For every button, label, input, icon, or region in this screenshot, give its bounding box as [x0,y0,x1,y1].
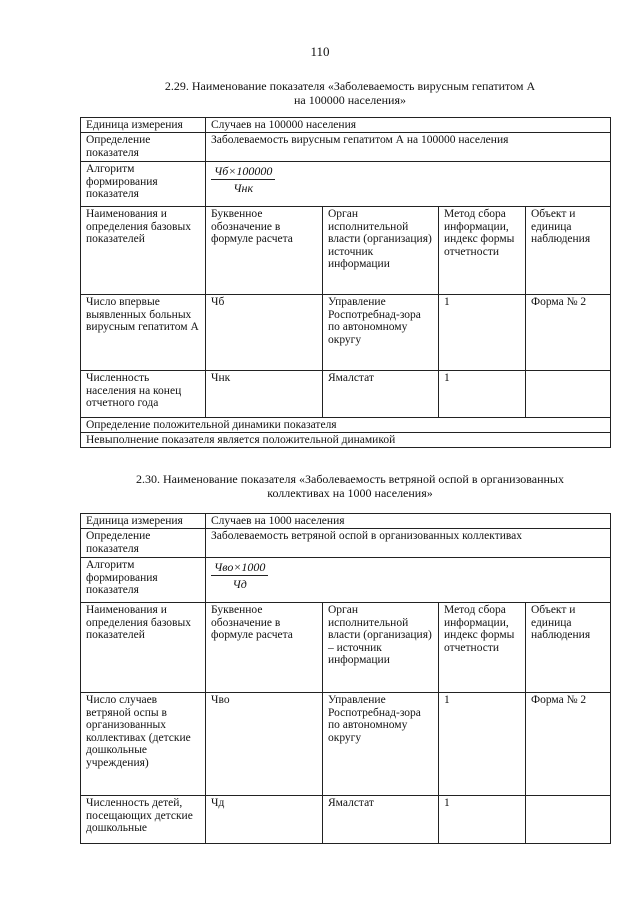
column-header-symbol: Буквенное обозначение в формуле расчета [206,603,323,693]
algorithm-row [81,558,611,603]
algorithm-formula [206,162,611,207]
formula-denominator: Чнк [233,181,254,195]
section-2-29-heading [110,79,590,107]
dynamics-label-row [81,418,611,433]
formula-numerator: Чб×100000 [211,164,275,180]
row-source: Ямалстат [323,371,439,418]
algorithm-row [81,162,611,207]
table-row [81,295,611,371]
table-row [81,796,611,844]
definition-label: Определение показателя [81,133,206,162]
section-2-29-heading-line1: 2.29. Наименование показателя «Заболеваемость вирусным гепатитом А [164,79,536,93]
row-source: Управление Роспотребнад-зора по автономному округу [323,693,439,796]
formula-fraction [211,164,275,195]
column-header-row [81,207,611,295]
unit-value: Случаев на 100000 населения [206,118,611,133]
table-row [81,693,611,796]
row-source: Ямалстат [323,796,439,844]
row-source: Управление Роспотребнад-зора по автономному округу [323,295,439,371]
unit-value: Случаев на 1000 населения [206,514,611,529]
formula-fraction [211,560,268,591]
column-header-object: Объект и единица наблюдения [526,207,611,295]
algorithm-formula [206,558,611,603]
column-header-source: Орган исполнительной власти (организация) – источник информации [323,603,439,693]
dynamics-value: Невыполнение показателя является положительной динамикой [81,433,611,448]
unit-row [81,118,611,133]
row-method: 1 [439,796,526,844]
row-name: Число случаев ветряной оспы в организованных коллективах (детские дошкольные учреждения) [81,693,206,796]
unit-label: Единица измерения [81,514,206,529]
column-header-name: Наименования и определения базовых показателей [81,603,206,693]
definition-value: Заболеваемость вирусным гепатитом А на 100000 населения [206,133,611,162]
row-method: 1 [439,693,526,796]
unit-row [81,514,611,529]
definition-row [81,529,611,558]
definition-row [81,133,611,162]
section-2-30-table [80,513,611,844]
page-number: 110 [310,44,330,59]
row-name: Число впервые выявленных больных вирусным гепатитом А [81,295,206,371]
row-name: Численность детей, посещающих детские дошкольные [81,796,206,844]
row-name: Численность населения на конец отчетного года [81,371,206,418]
section-2-30-heading-line2: коллективах на 1000 населения» [267,486,433,500]
column-header-symbol: Буквенное обозначение в формуле расчета [206,207,323,295]
algorithm-label: Алгоритм формирования показателя [81,558,206,603]
row-object: Форма № 2 [526,693,611,796]
column-header-method: Метод сбора информации, индекс формы отчетности [439,603,526,693]
definition-value: Заболеваемость ветряной оспой в организованных коллективах [206,529,611,558]
section-2-30-heading [110,472,590,500]
row-symbol: Чб [206,295,323,371]
table-row [81,371,611,418]
column-header-name: Наименования и определения базовых показателей [81,207,206,295]
section-2-29-table [80,117,611,448]
column-header-object: Объект и единица наблюдения [526,603,611,693]
dynamics-value-row [81,433,611,448]
formula-numerator: Чво×1000 [211,560,268,576]
section-2-30-heading-line1: 2.30. Наименование показателя «Заболеваемость ветряной оспой в организованных [136,472,564,486]
column-header-method: Метод сбора информации, индекс формы отчетности [439,207,526,295]
formula-denominator: Чд [232,577,247,591]
column-header-row [81,603,611,693]
row-object: Форма № 2 [526,295,611,371]
row-symbol: Чнк [206,371,323,418]
unit-label: Единица измерения [81,118,206,133]
row-symbol: Чд [206,796,323,844]
algorithm-label: Алгоритм формирования показателя [81,162,206,207]
definition-label: Определение показателя [81,529,206,558]
row-object [526,796,611,844]
row-method: 1 [439,371,526,418]
column-header-source: Орган исполнительной власти (организация) источник информации [323,207,439,295]
row-symbol: Чво [206,693,323,796]
row-object [526,371,611,418]
dynamics-label: Определение положительной динамики показателя [81,418,611,433]
row-method: 1 [439,295,526,371]
section-2-29-heading-line2: на 100000 населения» [294,93,406,107]
